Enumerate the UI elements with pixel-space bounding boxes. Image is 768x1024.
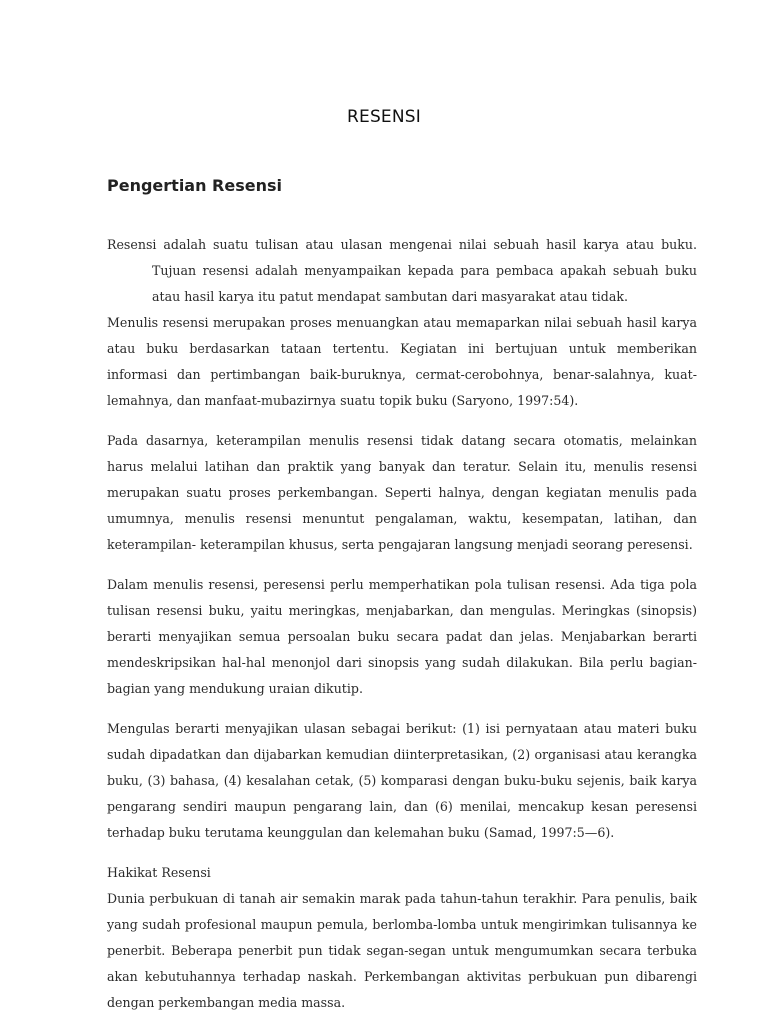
- paragraph-review: Mengulas berarti menyajikan ulasan sebagai berikut: (1) isi pernyataan atau materi buku sudah dipadatkan dan dijabarkan kemudian diinterpretasikan, (2) organisasi atau kerangka buku, (3) bahasa, (4) kesalahan cetak, (5) komparasi dengan buku-buku sejenis, baik karya pengarang sendiri maupun pengarang lain, dan (6) menilai, mencakup kesan peresensi terhadap buku terutama keunggulan dan kelemahan buku (Samad, 1997:5—6).: [107, 721, 697, 840]
- paragraph-definition: Resensi adalah suatu tulisan atau ulasan mengenai nilai sebuah hasil karya atau buku. Tujuan resensi adalah menyampaikan kepada para pembaca apakah sebuah buku atau hasil karya itu patut mendapat sambutan dari masyarakat atau tidak.: [107, 237, 697, 304]
- paragraph-hakikat: Dunia perbukuan di tanah air semakin marak pada tahun-tahun terakhir. Para penulis, baik yang sudah profesional maupun pemula, berlomba-lomba untuk mengirimkan tulisannya ke penerbit. Beberapa penerbit pun tidak segan-segan untuk mengumumkan secara terbuka akan kebutuhannya terhadap naskah. Perkembangan aktivitas perbukuan pun dibarengi dengan perkembangan media massa.: [107, 891, 697, 1010]
- subheading-hakikat: Hakikat Resensi: [107, 865, 211, 880]
- paragraph-patterns: Dalam menulis resensi, peresensi perlu memperhatikan pola tulisan resensi. Ada tiga pola tulisan resensi buku, yaitu meringkas, menjabarkan, dan mengulas. Meringkas (sinopsis) berarti menyajikan semua persoalan buku secara padat dan jelas. Menjabarkan berarti mendeskripsikan hal-hal menonjol dari sinopsis yang sudah dilakukan. Bila perlu bagian-bagian yang mendukung uraian dikutip.: [107, 577, 697, 696]
- paragraph-skills: Pada dasarnya, keterampilan menulis resensi tidak datang secara otomatis, melainkan harus melalui latihan dan praktik yang banyak dan teratur. Selain itu, menulis resensi merupakan suatu proses perkembangan. Seperti halnya, dengan kegiatan menulis pada umumnya, menulis resensi menuntut pengalaman, waktu, kesempatan, latihan, dan keterampilan- keterampilan khusus, serta pengajaran langsung menjadi seorang peresensi.: [107, 433, 697, 552]
- document-title: RESENSI: [346, 107, 421, 127]
- section-heading: Pengertian Resensi: [107, 176, 282, 195]
- document-body: [107, 232, 697, 1016]
- paragraph-writing-process: Menulis resensi merupakan proses menuangkan atau memaparkan nilai sebuah hasil karya atau buku berdasarkan tataan tertentu. Kegiatan ini bertujuan untuk memberikan informasi dan pertimbangan baik-buruknya, cermat-cerobohnya, benar-salahnya, kuat-lemahnya, dan manfaat-mubazirnya suatu topik buku (Saryono, 1997:54).: [107, 315, 697, 408]
